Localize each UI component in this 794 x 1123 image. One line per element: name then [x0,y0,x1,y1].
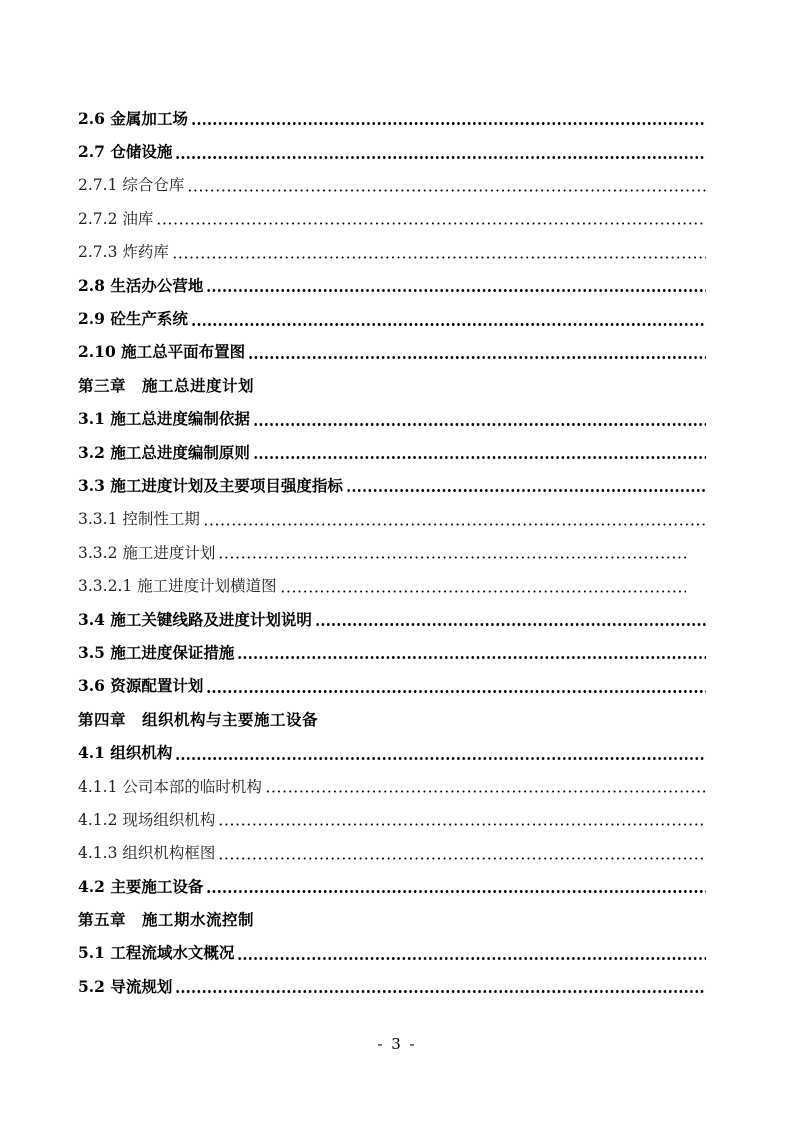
toc-leader-dots [265,790,706,793]
toc-entry-label: 4.2 主要施工设备 [78,876,204,896]
toc-entry-label: 3.5 施工进度保证措施 [78,642,235,662]
toc-entry-label: 4.1.3 组织机构框图 [78,844,216,863]
toc-entry[interactable] [78,535,686,568]
toc-entry-label: 第五章 施工期水流控制 [78,910,255,930]
toc-leader-dots [237,656,706,659]
toc-entry[interactable] [78,602,706,635]
toc-leader-dots [218,556,686,559]
toc-entry[interactable] [78,735,706,768]
toc-leader-dots [253,456,706,459]
toc-entry[interactable] [78,568,686,601]
toc-entry[interactable] [78,435,706,468]
toc-leader-dots [346,489,706,492]
toc-entry-label: 2.7.3 炸药库 [78,243,169,262]
toc-entry-label: 5.1 工程流域水文概况 [78,943,235,963]
toc-leader-dots [191,122,706,125]
toc-entry-label: 2.6 金属加工场 [78,108,188,128]
toc-entry-label: 2.7.2 油库 [78,209,154,228]
toc-leader-dots [218,857,706,860]
toc-entry-label: 4.1 组织机构 [78,743,173,763]
toc-entry[interactable] [78,836,706,869]
toc-entry[interactable] [78,335,706,368]
toc-chapter-heading[interactable] [78,702,706,735]
toc-leader-dots [175,156,706,159]
toc-leader-dots [280,590,686,593]
toc-entry[interactable] [78,101,706,134]
toc-entry-label: 3.3.2 施工进度计划 [78,543,216,562]
toc-entry-label: 3.4 施工关键线路及进度计划说明 [78,609,312,629]
toc-chapter-heading[interactable] [78,368,706,401]
toc-entry[interactable] [78,468,706,501]
toc-entry[interactable] [78,669,706,702]
toc-leader-dots [237,957,706,960]
toc-entry-label: 3.6 资源配置计划 [78,676,204,696]
toc-entry-label: 第三章 施工总进度计划 [78,375,255,395]
toc-leader-dots [206,890,706,893]
toc-entry-label: 3.3.1 控制性工期 [78,510,200,529]
toc-entry[interactable] [78,969,706,1002]
toc-entry[interactable] [78,635,706,668]
toc-entry[interactable] [78,502,706,535]
toc-entry[interactable] [78,301,706,334]
toc-leader-dots [175,990,706,993]
toc-entry-label: 3.1 施工总进度编制依据 [78,409,250,429]
page-number: - 3 - [377,1035,417,1053]
toc-entry-label: 4.1.2 现场组织机构 [78,810,216,829]
toc-chapter-heading[interactable] [78,902,706,935]
toc-leader-dots [203,523,706,526]
toc-entry-label: 2.9 砼生产系统 [78,309,188,329]
toc-entry-label: 2.10 施工总平面布置图 [78,342,246,362]
toc-entry[interactable] [78,769,706,802]
toc-entry-label: 2.8 生活办公营地 [78,275,204,295]
toc-leader-dots [206,690,706,693]
table-of-contents [78,101,706,1003]
toc-entry-label: 2.7 仓储设施 [78,142,173,162]
toc-leader-dots [248,356,706,359]
toc-entry[interactable] [78,201,706,234]
toc-leader-dots [156,222,706,225]
toc-entry[interactable] [78,802,706,835]
toc-leader-dots [191,323,706,326]
toc-entry-label: 2.7.1 综合仓库 [78,176,185,195]
toc-leader-dots [206,289,706,292]
toc-entry[interactable] [78,168,706,201]
toc-entry-label: 3.3 施工进度计划及主要项目强度指标 [78,475,343,495]
toc-entry[interactable] [78,869,706,902]
toc-entry[interactable] [78,268,706,301]
toc-leader-dots [175,757,706,760]
toc-entry-label: 3.3.2.1 施工进度计划横道图 [78,577,277,596]
toc-entry[interactable] [78,936,706,969]
toc-entry[interactable] [78,402,706,435]
toc-entry-label: 4.1.1 公司本部的临时机构 [78,777,262,796]
toc-leader-dots [218,823,706,826]
toc-leader-dots [315,623,706,626]
toc-leader-dots [253,423,706,426]
toc-entry-label: 5.2 导流规划 [78,976,173,996]
toc-entry[interactable] [78,134,706,167]
toc-entry-label: 第四章 组织机构与主要施工设备 [78,709,319,729]
toc-entry-label: 3.2 施工总进度编制原则 [78,442,250,462]
toc-leader-dots [187,189,706,192]
toc-entry[interactable] [78,235,706,268]
toc-leader-dots [172,256,706,259]
